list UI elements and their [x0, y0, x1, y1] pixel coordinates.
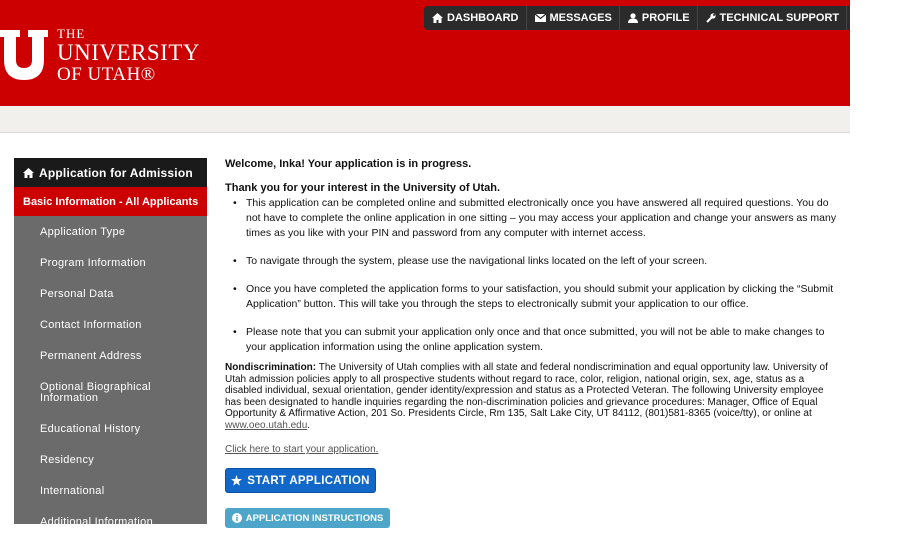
nav-messages[interactable] — [527, 6, 620, 30]
user-icon — [628, 13, 638, 23]
nav-logout[interactable] — [847, 6, 898, 30]
list-item: • Please note that you can submit your application only once and that once submitted, you will not be able to make changes to your application information using the online application system. — [233, 325, 841, 355]
start-application-button[interactable] — [225, 468, 376, 493]
logo-of-utah: OF UTAH® — [57, 63, 156, 85]
welcome-message: Welcome, Inka! Your application is in progress. — [225, 158, 472, 170]
list-item: • To navigate through the system, please use the navigational links located on the left of your screen. — [233, 254, 841, 269]
wrench-icon — [706, 13, 716, 23]
nondiscrimination-label: Nondiscrimination: — [225, 362, 317, 373]
star-icon — [231, 475, 242, 486]
application-instructions-button[interactable] — [225, 508, 390, 528]
logo-wordmark — [57, 27, 200, 84]
sidebar-item-optional-biographical[interactable]: Optional Biographical Information — [40, 381, 151, 404]
sidebar-active-label: Basic Information - All Applicants — [23, 195, 199, 208]
info-icon — [232, 513, 242, 523]
block-u-logo-icon — [0, 30, 48, 80]
nav-messages-label: MESSAGES — [549, 12, 612, 24]
site-header — [0, 0, 899, 106]
instructions-list — [225, 196, 841, 355]
list-item: • This application can be completed online and submitted electronically once you have answered all required questions. You do not have to complete the online application in one sitting – you may access your application and change your answers as many times as you like with your PIN and password from any computer with internet access. — [233, 196, 841, 241]
nondiscrimination-notice — [225, 362, 841, 431]
thanks-heading: Thank you for your interest in the University of Utah. — [225, 182, 501, 194]
main-content — [225, 157, 841, 457]
nondiscrimination-end: . — [307, 419, 311, 431]
sidebar-item-additional-information[interactable]: Additional Information — [40, 515, 153, 528]
sidebar-title[interactable] — [14, 158, 207, 187]
sidebar-item-permanent-address[interactable]: Permanent Address — [40, 349, 142, 362]
top-navigation — [424, 6, 899, 30]
logo-university: UNIVERSITY — [57, 39, 200, 65]
header-band — [0, 106, 850, 133]
logo-the: THE — [57, 25, 86, 41]
sidebar-item-personal-data[interactable]: Personal Data — [40, 287, 114, 300]
nav-profile[interactable] — [620, 6, 698, 30]
nav-dashboard-label: DASHBOARD — [447, 12, 519, 24]
nav-logout-label: LOG OU — [855, 12, 899, 24]
sidebar-item-program-information[interactable]: Program Information — [40, 256, 146, 269]
application-instructions-label: APPLICATION INSTRUCTIONS — [245, 512, 384, 524]
home-icon — [23, 168, 34, 178]
sidebar-item-contact-information[interactable]: Contact Information — [40, 318, 142, 331]
nondiscrimination-text: The University of Utah complies with all state and federal nondiscrimination and equal opportunity law. University of Utah admission policies apply to all prospective students without regard to race, color, religion, national origin, sex, age, status as a disabled individual, sexual orientation, gender identity/expression and status as a Protected Veteran. The following University employee has been designated to handle inquiries regarding the non-discrimination policies and grievance procedures: Manager, Office of Equal Opportunity & Affirmative Action, 201 So. Presidents Circle, Rm 135, Salt Lake City, UT 84112, (801)581-8365 (voice/tty), or online at — [225, 362, 828, 419]
sidebar-item-educational-history[interactable]: Educational History — [40, 422, 141, 435]
nav-profile-label: PROFILE — [641, 12, 690, 24]
nav-dashboard[interactable] — [424, 6, 527, 30]
envelope-icon — [535, 14, 546, 22]
sidebar-item-international[interactable]: International — [40, 484, 105, 497]
sidebar-item-application-type[interactable]: Application Type — [40, 225, 126, 238]
sidebar-title-label: Application for Admission — [39, 165, 193, 180]
start-application-label: START APPLICATION — [247, 474, 370, 487]
university-logo[interactable] — [0, 25, 200, 85]
sidebar — [14, 158, 207, 528]
nav-technical-support[interactable] — [698, 6, 848, 30]
nav-technical-support-label: TECHNICAL SUPPORT — [719, 12, 840, 24]
oeo-link[interactable]: www.oeo.utah.edu — [225, 419, 308, 431]
home-icon — [432, 13, 443, 23]
start-application-link[interactable]: Click here to start your application. — [225, 444, 379, 455]
list-item: • Once you have completed the application forms to your satisfaction, you should submit your application by clicking the “Submit Application” button. This will take you through the steps to electronically submit your application to our office. — [233, 282, 841, 312]
sidebar-item-residency[interactable]: Residency — [40, 453, 95, 466]
sidebar-item-basic-information[interactable] — [14, 187, 207, 216]
